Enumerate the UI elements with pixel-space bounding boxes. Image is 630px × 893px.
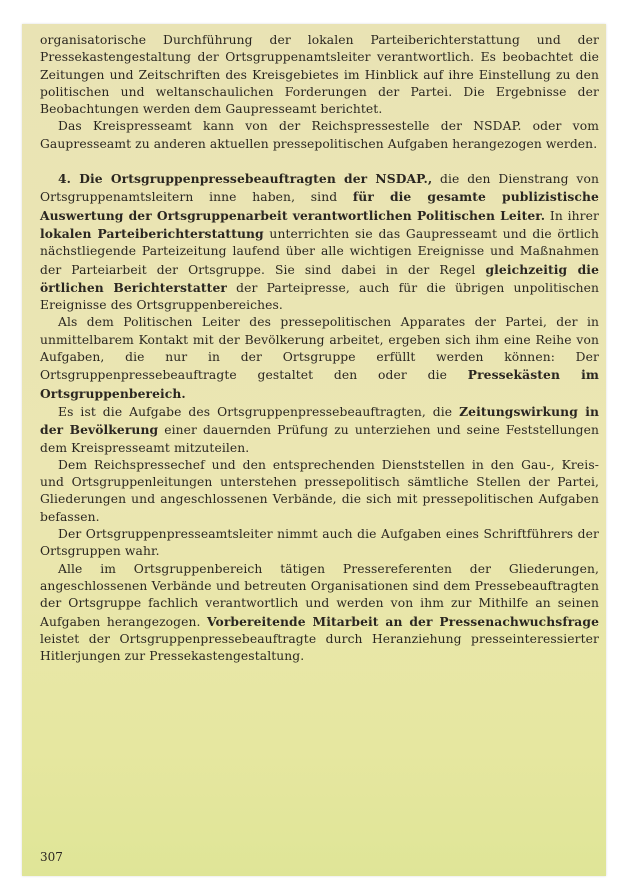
paragraph-text: Alle im Ortsgruppenbereich tätigen Pressereferenten der Gliederungen, angeschlossenen Verbände und betreuten Organisationen sind dem Pressebeauftragten der Ortsgruppe fachlich verantwortlich und werden von ihm zur Mithilfe an seinen Aufgaben herangezogen. <box>40 561 599 629</box>
paragraph-text: Es ist die Aufgabe des Ortsgruppenpressebeauftragten, die <box>58 404 460 419</box>
paragraph-text: leistet der Ortsgruppenpressebeauftragte durch Heranziehung presseinteressierter Hitlerjungen zur Pressekastengestaltung. <box>40 631 599 664</box>
paragraph-1 <box>40 32 599 118</box>
emphasis-text: Pressekästen im Ortsgruppenbereich. <box>40 367 599 401</box>
paragraph-text: Das Kreispresseamt kann von der Reichspressestelle der NSDAP. oder vom Gaupresseamt zu anderen aktuellen pressepolitischen Aufgaben herangezogen werden. <box>40 119 599 151</box>
page-body <box>40 32 599 665</box>
paragraph-text: die den Dienstrang von Ortsgruppenamtsleitern inne haben, sind <box>40 172 599 205</box>
paragraph-text: Als dem Politischen Leiter des pressepolitischen Apparates der Partei, der in unmittelbarem Kontakt mit der Bevölkerung arbeitet, ergeben sich ihm eine Reihe von Aufgaben, die nur in der Ortsgruppe erfüllt werden können: Der Ortsgruppenpressebeauftragte gestaltet den oder die <box>40 315 599 383</box>
emphasis-text: Vorbereitende Mitarbeit an der Pressenachwuchsfrage <box>207 613 599 629</box>
paragraph-text: unterrichten sie das Gaupresseamt und die örtlich nächstliegende Parteizeitung laufend über alle wichtigen Ereignisse und Maßnahmen der Parteiarbeit der Ortsgruppe. Sie sind dabei in der Regel <box>40 226 600 277</box>
paragraph-2 <box>40 118 599 153</box>
paragraph-text: einer dauernden Prüfung zu unterziehen und seine Feststellungen dem Kreispresseamt mitzuteilen. <box>40 423 599 455</box>
emphasis-text: Zeitungswirkung in der Bevölkerung <box>40 403 600 438</box>
paragraph-text: In ihrer <box>545 208 599 223</box>
document-page <box>22 24 606 876</box>
section-4-paragraph <box>40 170 599 314</box>
paragraph-text: der Parteipresse, auch für die übrigen unpolitischen Ereignisse des Ortsgruppenbereiches. <box>40 280 599 313</box>
paragraph-text: Der Ortsgruppenpresseamtsleiter nimmt auch die Aufgaben eines Schriftführers der Ortsgruppen wahr. <box>40 527 599 559</box>
paragraph-text: Dem Reichspressechef und den entsprechenden Dienststellen in den Gau-, Kreis- und Ortsgruppenleitungen unterstehen pressepolitisch sämtliche Stellen der Partei, Gliederungen und angeschlossenen Verbände, die sich mit pressepolitischen Aufgaben befassen. <box>40 457 599 524</box>
emphasis-text: gleichzeitig die örtlichen Berichterstatter <box>40 261 599 295</box>
paragraph-8 <box>40 561 599 666</box>
emphasis-text: lokalen Parteiberichterstattung <box>40 225 264 241</box>
paragraph-5 <box>40 403 599 457</box>
paragraph-text: organisatorische Durchführung der lokalen Parteiberichterstattung und der Pressekastengestaltung der Ortsgruppenamtsleiter verantwortlich. Es beobachtet die Zeitungen und Zeitschriften des Kreisgebietes im Hinblick auf ihre Einstellung zu den politischen und weltanschaulichen Forderungen der Partei. Die Ergebnisse der Beobachtungen werden dem Gaupresseamt berichtet. <box>40 33 599 117</box>
emphasis-text: für die gesamte publizistische Auswertung der Ortsgruppenarbeit verantwortlichen Politischen Leiter. <box>40 189 599 223</box>
section-heading: 4. Die Ortsgruppenpressebeauftragten der NSDAP., <box>58 171 433 187</box>
paragraph-6 <box>40 457 599 526</box>
paragraph-4 <box>40 314 599 402</box>
page-number: 307 <box>40 850 63 864</box>
paragraph-7 <box>40 526 599 561</box>
